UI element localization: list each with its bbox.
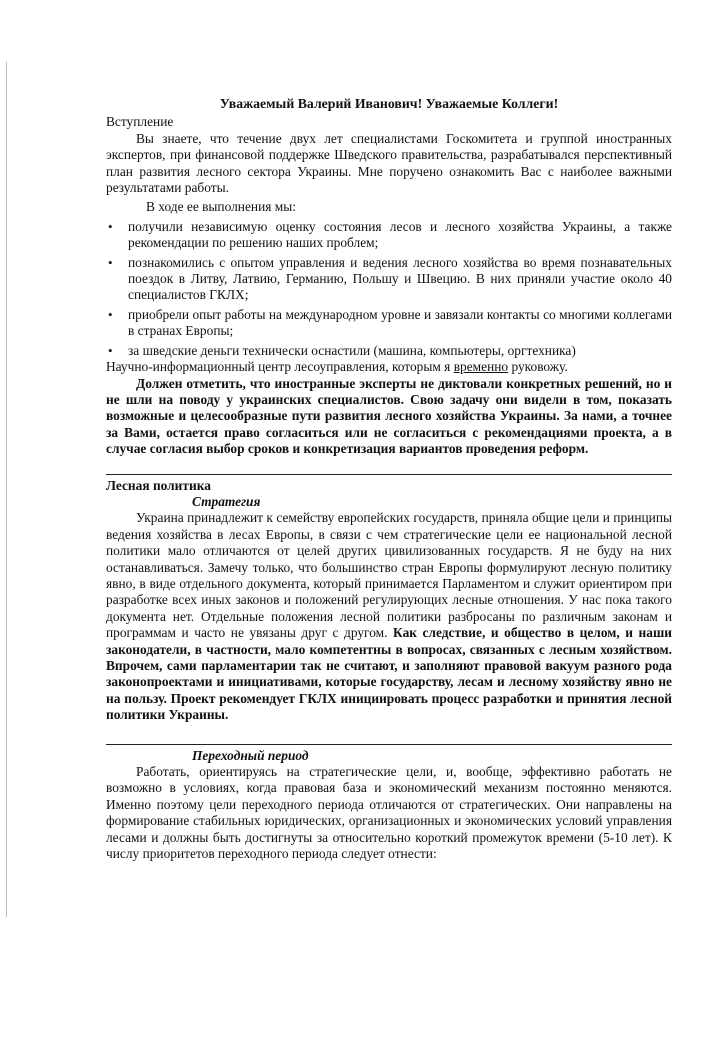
intro-bullet-list [106, 219, 672, 359]
page-edge-line [6, 62, 7, 917]
strategy-paragraph [106, 510, 672, 723]
intro-paragraph: Вы знаете, что течение двух лет специалистами Госкомитета и группой иностранных экспертов, при финансовой поддержке Шведского правительства, разрабатывался перспективный план развития лесного сектора Украины. Мне поручено ознакомить Вас с наиболее важными результатами работы. [106, 130, 672, 196]
transition-paragraph: Работать, ориентируясь на стратегические цели, и, вообще, эффективно работать не возможно в условиях, когда правовая база и экономический механизм постоянно меняются. Именно поэтому цели переходного периода отличаются от стратегических. Они направлены на формирование стабильных юридических, организационных и экономических условий управления лесами и должны быть достигнуты за относительно короткий промежуток времени (5-10 лет). К числу приоритетов переходного периода следует отнести: [106, 764, 672, 862]
list-item: • приобрели опыт работы на международном уровне и завязали контакты со многими коллегами в странах Европы; [106, 307, 672, 340]
tail-underlined-word: временно [453, 359, 509, 375]
list-item: • за шведские деньги технически оснастили (машина, компьютеры, оргтехника) [106, 343, 672, 359]
section-divider [106, 744, 672, 745]
strategy-text-regular: Украина принадлежит к семейству европейских государств, приняла общие цели и принципы ведения хозяйства в лесах Европы, в связи с чем стратегические цели ее национальной лесной политики мало отличаются от целей других цивилизованных государств. Я не буду на них останавливаться. Замечу только, что большинство стран Европы формулируют лесную политику явно, в виде отдельного документа, который принимается Парламентом и служит ориентиром при разработке всех иных законов и положений регулирующих лесные отношения. У нас пока такого документа нет. Отдельные положения лесной политики разбросаны по различным законам и программам и часто не увязаны друг с другом. [106, 510, 672, 641]
intro-tail-line [106, 359, 672, 375]
tail-text-before: Научно-информационный центр лесоуправления, которым я [106, 359, 454, 375]
tail-text-after: руковожу. [508, 359, 568, 375]
strategy-text-bold: Как следствие, и общество в целом, и наши законодатели, в частности, мало компетентны в вопросах, связанных с лесным хозяйством. Впрочем, сами парламентарии так не считают, и заполняют правовой вакуум разного рода законопроектами и инициативами, которые государству, лесам и лесному хозяйству явно не на пользу. Проект рекомендует ГКЛХ инициировать процесс разработки и принятия лесной политики Украины. [106, 625, 672, 723]
section-title-forest-policy: Лесная политика [106, 477, 211, 493]
intro-label: Вступление [106, 114, 174, 130]
intro-bold-paragraph: Должен отметить, что иностранные эксперты не диктовали конкретных решений, но и не шли на поводу у украинских специалистов. Свою задачу они видели в том, показать возможные и целесообразные пути развития лесного хозяйства Украины. За нами, а точнее за Вами, остается право согласиться или не согласиться с рекомендациями проекта, а в случае согласия выбор сроков и конкретизация вариантов проведения реформ. [106, 375, 672, 457]
section-divider [106, 474, 672, 475]
salutation-heading: Уважаемый Валерий Иванович! Уважаемые Коллеги! [219, 96, 559, 111]
subheading-transition: Переходный период [192, 747, 309, 763]
subheading-strategy: Стратегия [192, 493, 261, 509]
list-item: • получили независимую оценку состояния лесов и лесного хозяйства Украины, а также рекомендации по решению наших проблем; [106, 219, 672, 252]
list-item: • познакомились с опытом управления и ведения лесного хозяйства во время познавательных поездок в Литву, Латвию, Германию, Польшу и Швецию. В них приняли участие около 40 специалистов ГКЛХ; [106, 255, 672, 304]
document-page [106, 96, 672, 862]
intro-lead: В ходе ее выполнения мы: [146, 199, 296, 215]
